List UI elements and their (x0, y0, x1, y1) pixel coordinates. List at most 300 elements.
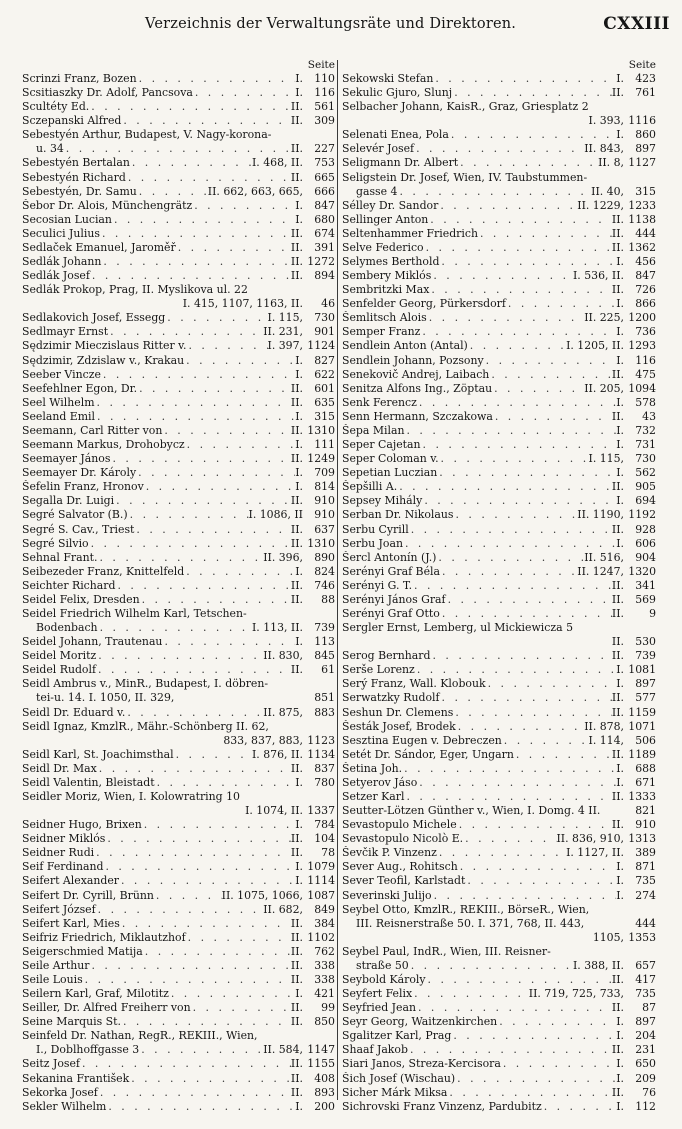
entry-volume: II. (611, 480, 624, 494)
index-entry (342, 1029, 656, 1043)
dot-leader (397, 480, 612, 494)
index-entry (342, 987, 656, 1001)
entry-page: 928 (635, 522, 656, 536)
entry-page: 910 (314, 494, 335, 508)
index-entry (22, 607, 335, 621)
entry-page: 847 (314, 198, 335, 212)
index-entry (22, 748, 335, 762)
entry-volume: I. (295, 409, 303, 423)
entry-page: 746 (314, 578, 335, 592)
index-entry (22, 1015, 335, 1029)
entry-page: 116 (635, 353, 656, 367)
index-entry (22, 790, 335, 804)
index-entry (22, 691, 335, 705)
index-entry (22, 424, 335, 438)
index-entry (342, 846, 656, 860)
entry-page: 901 (314, 325, 335, 339)
dot-leader (169, 987, 295, 1001)
entry-name: tei-u. 14. I. 1050, II. 329, (36, 691, 175, 705)
index-entry (22, 523, 335, 537)
entry-name: Serý Franz, Wall. Klobouk (342, 677, 486, 691)
entry-name: Seibezeder Franz, Knittelfeld (22, 564, 185, 578)
dot-leader (136, 466, 295, 480)
entry-name: Sehnal Frant. (22, 550, 98, 564)
entry-volume: II. (611, 283, 624, 297)
entry-volume: I. (616, 325, 624, 339)
entry-page: 753 (314, 156, 335, 170)
entry-volume: II. 682, (263, 902, 303, 916)
entry-volume: II. (290, 916, 303, 930)
dot-leader (492, 382, 584, 396)
dot-leader (404, 424, 616, 438)
entry-page: 1200 (628, 311, 656, 325)
entry-volume: II. (290, 255, 303, 269)
entry-volume: I. (616, 536, 624, 550)
entry-volume: I. 388, II. (572, 958, 624, 972)
index-entry (342, 86, 656, 100)
entry-page: 680 (314, 212, 335, 226)
entry-page: 1087 (307, 888, 335, 902)
entry-name: Seidel Friedrich Wilhelm Karl, Tetschen- (22, 606, 247, 620)
dot-leader (417, 776, 616, 790)
dot-leader (98, 1086, 291, 1100)
entry-volume: I. (616, 72, 624, 85)
entry-page: 731 (635, 438, 656, 452)
index-entry (22, 494, 335, 508)
index-entry (22, 1086, 335, 1100)
entry-name: Serényi Graf Béla (342, 564, 440, 578)
entry-name: Sędzimir, Zdzislaw v., Krakau (22, 353, 185, 367)
entry-page: 739 (314, 621, 335, 635)
entry-volume: II. (290, 142, 303, 156)
entry-volume: II. (290, 170, 303, 184)
entry-name: Seidl Ambrus v., MinR., Budapest, I. döbren- (22, 677, 269, 691)
dot-leader (121, 114, 291, 128)
entry-name: Seeland Emil (22, 409, 96, 423)
entry-volume: II. (290, 578, 303, 592)
entry-name: Serog Bernhard (342, 649, 431, 663)
entry-volume: II. (290, 832, 303, 846)
entry-volume: II. 719, 725, 733, (528, 987, 624, 1001)
index-entry (342, 874, 656, 888)
index-entry (22, 1029, 335, 1043)
entry-volume: I. (616, 874, 624, 888)
dot-leader (98, 621, 252, 635)
dot-leader (162, 635, 295, 649)
entry-page: 408 (314, 1071, 335, 1085)
entry-name: Seilern Karl, Graf, Milotitz (22, 987, 169, 1001)
entry-page: 209 (635, 1071, 656, 1085)
index-entry (22, 128, 335, 142)
index-entry (22, 213, 335, 227)
index-entry (22, 311, 335, 325)
dot-leader (100, 227, 291, 241)
index-entry (342, 889, 656, 903)
entry-name: Senfelder Georg, Pürkersdorf (342, 297, 506, 311)
index-entry (342, 325, 656, 339)
entry-page: 735 (635, 987, 656, 1001)
index-entry (22, 86, 335, 100)
index-entry (342, 565, 656, 579)
entry-page: 784 (314, 818, 335, 832)
entry-page: 338 (314, 958, 335, 972)
dot-leader (83, 973, 291, 987)
entry-volume: I. 1127, II. (566, 846, 624, 860)
entry-name: Selymes Berthold (342, 255, 440, 269)
entry-page: 622 (314, 367, 335, 381)
entry-name: Sicher Márk Miksa (342, 1085, 448, 1099)
dot-leader (186, 931, 291, 945)
entry-name: Seidl Dr. Max (22, 761, 97, 775)
dot-leader (64, 142, 291, 156)
right-column (342, 58, 656, 1114)
index-entry (22, 1072, 335, 1086)
index-entry (342, 368, 656, 382)
dot-leader (94, 846, 291, 860)
index-entry (22, 931, 335, 945)
entry-name: Seemayer Dr. Károly (22, 466, 137, 480)
entry-volume: II. (611, 606, 624, 620)
dot-leader (89, 100, 291, 114)
entry-name: Sergler Ernst, Lemberg, ul Mickiewicza 5 (342, 621, 574, 635)
entry-volume: I. (295, 367, 303, 381)
entry-name: Seper Coloman v. (342, 452, 439, 466)
entry-page: 666 (314, 184, 335, 198)
entry-volume: II. (290, 423, 303, 437)
index-entry (22, 537, 335, 551)
entry-name: Sesztina Eugen v. Debreczen (342, 733, 502, 747)
entry-volume: II. (290, 973, 303, 986)
dot-leader (108, 325, 263, 339)
entry-volume: I. (295, 466, 303, 480)
index-entry (22, 354, 335, 368)
entry-volume: II. 843, (584, 142, 624, 156)
entry-page: 674 (314, 226, 335, 240)
entry-name: Severinski Julijo (342, 888, 432, 902)
entry-volume: II. (290, 452, 303, 466)
entry-name: Sebestyén, Dr. Samu (22, 184, 137, 198)
index-entry (342, 410, 656, 424)
index-entry (342, 860, 656, 874)
dot-leader (429, 283, 612, 297)
entry-page: 761 (635, 86, 656, 100)
entry-page: 1310 (307, 423, 335, 437)
entry-name: Senk Ferencz (342, 395, 417, 409)
index-entry (22, 466, 335, 480)
dot-leader (404, 790, 611, 804)
entry-page: 606 (635, 536, 656, 550)
entry-page: 871 (635, 860, 656, 874)
dot-leader (90, 269, 291, 283)
entry-page: 735 (635, 874, 656, 888)
entry-page: 688 (635, 761, 656, 775)
entry-volume: I. (295, 72, 303, 85)
entry-name: Sichrovski Franz Vinzenz, Pardubitz (342, 1099, 542, 1113)
index-entry (342, 466, 656, 480)
entry-name: Seemayer János (22, 452, 111, 466)
dot-leader (455, 1072, 616, 1086)
entry-page: 113 (314, 635, 335, 649)
entry-page: 1233 (628, 198, 656, 212)
entry-name: Seemann Markus, Drohobycz (22, 438, 185, 452)
entry-volume: II. (290, 592, 303, 606)
dot-leader (412, 579, 612, 593)
entry-name: Siari Janos, Streza-Kercisora (342, 1057, 501, 1071)
entry-name: Šich Josef (Wischau) (342, 1071, 456, 1085)
entry-name: Sekorka Josef (22, 1085, 98, 1099)
index-entry (22, 635, 335, 649)
entry-page: 384 (314, 916, 335, 930)
index-entry (342, 452, 656, 466)
index-entry (22, 114, 335, 128)
entry-name: Selenati Enea, Pola (342, 128, 449, 142)
index-entry (22, 508, 335, 522)
entry-page: 732 (635, 423, 656, 437)
index-entry (22, 551, 335, 565)
entry-name: Seshun Dr. Clemens (342, 705, 454, 719)
index-entry (22, 142, 335, 156)
entry-volume: I. (616, 775, 624, 789)
index-entry (22, 72, 335, 86)
index-entry (342, 776, 656, 790)
entry-page: 762 (314, 944, 335, 958)
dot-leader (162, 424, 291, 438)
entry-name: Seculici Julius (22, 226, 100, 240)
dot-leader (456, 720, 584, 734)
entry-volume: II. (611, 818, 624, 832)
entry-volume: I. 536, II. (572, 269, 624, 283)
entry-name: Serényi Graf Otto (342, 606, 440, 620)
page-number: CXXIII (603, 14, 670, 34)
entry-volume: II. 231, (263, 325, 303, 339)
entry-volume: II. (611, 691, 624, 705)
entry-volume: II. (611, 635, 624, 649)
entry-page: 1337 (307, 804, 335, 818)
entry-name: Sekler Wilhelm (22, 1099, 107, 1113)
entry-page: 341 (635, 578, 656, 592)
entry-page: 1155 (307, 1057, 335, 1071)
entry-name: Sepsey Mihály (342, 494, 423, 508)
entry-page: 665 (314, 170, 335, 184)
entry-volume: I. (616, 297, 624, 311)
entry-page: 562 (635, 466, 656, 480)
entry-name: Sedlák Josef (22, 269, 90, 283)
entry-name: Seyfried Jean (342, 1001, 416, 1015)
entry-volume: II. (290, 269, 303, 283)
entry-volume: II. 225, (584, 311, 624, 325)
entry-name: Semper Franz (342, 325, 421, 339)
index-entry (342, 297, 656, 311)
entry-page: 417 (635, 973, 656, 986)
entry-page: 204 (635, 1029, 656, 1043)
entry-page: 1138 (628, 212, 656, 226)
index-entry (22, 945, 335, 959)
entry-volume: I. (616, 438, 624, 452)
entry-page: 910 (314, 508, 335, 522)
dot-leader (128, 508, 249, 522)
index-entry (342, 283, 656, 297)
index-entry (342, 1015, 656, 1029)
entry-volume: II. (290, 1015, 303, 1029)
dot-leader (154, 889, 222, 903)
entry-volume: I. (616, 353, 624, 367)
dot-leader (430, 649, 611, 663)
index-entry (22, 368, 335, 382)
index-entry (22, 339, 335, 353)
index-entry (22, 776, 335, 790)
entry-name: Scsitiaszky Dr. Adolf, Pancsova (22, 86, 193, 100)
entry-volume: II. (611, 649, 624, 663)
index-entry (342, 903, 656, 917)
dot-leader (120, 917, 291, 931)
entry-name: Sendlein Anton (Antal) (342, 339, 468, 353)
entry-name: Seile Louis (22, 973, 83, 986)
index-entry (342, 255, 656, 269)
entry-name: Sgalitzer Karl, Prag (342, 1029, 452, 1043)
entry-volume: II. 836, 910, (556, 832, 624, 846)
entry-volume: II. (611, 705, 624, 719)
index-entry (22, 846, 335, 860)
entry-page: 657 (635, 958, 656, 972)
dot-leader (426, 973, 612, 987)
index-entry (22, 593, 335, 607)
dot-leader (438, 199, 577, 213)
dot-leader (106, 1100, 295, 1114)
entry-volume: I. (295, 438, 303, 452)
entry-volume: I. (616, 1057, 624, 1071)
index-entry (22, 269, 335, 283)
entry-name: Sebestyén Bertalan (22, 156, 130, 170)
entry-name: Sélley Dr. Sandor (342, 198, 439, 212)
index-entry (22, 987, 335, 1001)
index-entry (342, 621, 656, 635)
dot-leader (96, 663, 291, 677)
dot-leader (95, 396, 291, 410)
dot-leader (97, 551, 263, 565)
entry-name: Sedlák Prokop, Prag, II. Myslikova ul. 22 (22, 283, 248, 297)
entry-page: 444 (635, 226, 656, 240)
running-title: Verzeichnis der Verwaltungsräte und Direktoren. (145, 16, 517, 32)
entry-volume: I. (616, 1029, 624, 1043)
entry-name: Sekanina František (22, 1071, 130, 1085)
index-entry (342, 537, 656, 551)
dot-leader (105, 832, 291, 846)
entry-name: Seidner Hugo, Brixen (22, 818, 142, 832)
entry-name: Seine Marquis St. (22, 1015, 121, 1029)
entry-name: Šercl Antonín (J.) (342, 550, 437, 564)
entry-volume: I. 468, II. (251, 156, 303, 170)
index-entry (342, 804, 656, 818)
index-entry (22, 959, 335, 973)
entry-page: 1081 (628, 663, 656, 677)
entry-page: 739 (635, 649, 656, 663)
entry-volume: I. (295, 1099, 303, 1113)
entry-volume: I. (295, 564, 303, 578)
dot-leader (440, 691, 612, 705)
entry-volume: II. (290, 1085, 303, 1099)
entry-page: 890 (314, 550, 335, 564)
entry-page: 43 (642, 409, 656, 423)
entry-volume: I. 114, (588, 733, 624, 747)
entry-volume: II. (290, 663, 303, 677)
entry-volume: II. (290, 846, 303, 860)
entry-name: Sellinger Anton (342, 212, 429, 226)
index-entry (342, 663, 656, 677)
entry-page: 1159 (628, 705, 656, 719)
dot-leader (439, 255, 616, 269)
dot-leader (143, 945, 291, 959)
index-entry (22, 100, 335, 114)
column-divider (337, 60, 338, 1100)
dot-leader (489, 368, 612, 382)
entry-name: straße 50 (356, 958, 409, 972)
entry-name: Seper Cajetan (342, 438, 421, 452)
entry-page: 569 (635, 592, 656, 606)
entry-page: 904 (635, 550, 656, 564)
entry-volume: II. (290, 761, 303, 775)
index-entry (342, 354, 656, 368)
entry-name: Seinfeld Dr. Nathan, RegR., REKIII., Wien, (22, 1029, 258, 1043)
entry-volume: II. 662, 663, 665, (207, 184, 303, 198)
entry-volume: II. 1229, (577, 198, 624, 212)
dot-leader (121, 1015, 291, 1029)
entry-name: Šefelin Franz, Hronov (22, 480, 144, 494)
entry-name: Šesták Josef, Brodek (342, 719, 456, 733)
index-entry (22, 156, 335, 170)
entry-volume: II. 516, (584, 550, 624, 564)
dot-leader (465, 874, 616, 888)
entry-volume: II. (611, 578, 624, 592)
entry-volume: II. (290, 114, 303, 128)
dot-leader (402, 762, 616, 776)
index-entry (22, 438, 335, 452)
entry-page: 423 (635, 72, 656, 85)
entry-volume: I. 113, II. (251, 621, 303, 635)
entry-page: 897 (635, 677, 656, 691)
entry-page: 1123 (307, 733, 335, 747)
entry-page: 824 (314, 564, 335, 578)
entry-volume: I. (295, 860, 303, 874)
dot-leader (440, 607, 612, 621)
dot-leader (451, 1029, 616, 1043)
entry-volume: II. (611, 973, 624, 986)
index-entry (342, 790, 656, 804)
entry-page: 730 (314, 311, 335, 325)
index-entry (342, 734, 656, 748)
entry-name: Seybel Otto, KmzlR., REKIII., BörseR., Wien, (342, 902, 590, 916)
entry-page: 845 (314, 649, 335, 663)
dot-leader (186, 339, 267, 353)
dot-leader (468, 339, 566, 353)
dot-leader (439, 452, 589, 466)
dot-leader (184, 354, 295, 368)
dot-leader (125, 706, 263, 720)
dot-leader (134, 523, 291, 537)
dot-leader (501, 1057, 616, 1071)
entry-name: Senn Hermann, Szczakowa (342, 409, 493, 423)
entry-volume: II. 40, (591, 184, 624, 198)
entry-volume: I. (295, 874, 303, 888)
index-entry (342, 579, 656, 593)
dot-leader (414, 142, 584, 156)
entry-name: Sembery Miklós (342, 269, 432, 283)
index-entry (22, 325, 335, 339)
entry-page: 601 (314, 381, 335, 395)
entry-page: 475 (635, 367, 656, 381)
index-entry (342, 917, 656, 931)
entry-page: 1147 (307, 1043, 335, 1057)
dot-leader (409, 523, 612, 537)
